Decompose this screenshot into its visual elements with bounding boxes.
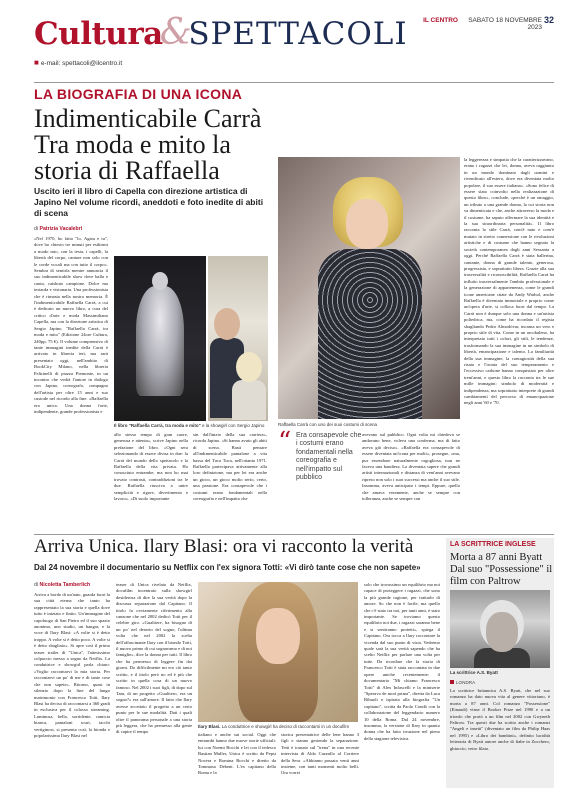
article-2-byline: di Nicoletta Tamberlich [34, 582, 91, 588]
sidebar-headline: Morta a 87 anni Byatt Dal suo "Possessione" il film con Paltrow [450, 552, 553, 587]
masthead [34, 12, 554, 72]
byline-author: Patrizia Vacalebri [39, 226, 83, 232]
photo-book-cover-dress [114, 256, 206, 421]
photo-caption-byatt: La scrittrice A.S. Byatt [450, 670, 498, 675]
article-headline: Indimenticabile Carrà Tra moda e mito la storia di Raffaella [34, 104, 262, 185]
envelope-icon: ■ [34, 58, 39, 67]
article-paragraph: la leggerezza e simpatia che la caratterizzavano, erano i ragazzi che lei, donna, aveva raggiunto in un mondo dominato dagli uomini e rivendicato all'estero, dove era diventata molto popolare, il suo essere italiana». «Sono felice di essere stato coinvolto nella realizzazione di questo libro», conclude, «perché è un omaggio, un tributo a una grande donna, la cui storia non va dimenticata e che, anche attraverso la moda e il costume, ha saputo affermare la sua identità e la sua straordinaria personalità». Il libro racconta lo stile Carrà, com'è nato e com'è mutato in stretto connessione con le rivoluzioni artistiche e di costume che hanno segnato la società contemporanea dagli anni Sessanta a oggi. Perché Raffaella Carrà è stata ballerina, cantante, donna di grande talento, generosa, progressista, e soprattutto libera. Grazie alla sua trasversalità e riconoscibilità, Raffaella Carrà ha influito trasversalmente l'ambito professionale e la generazione di appartenenza, come le grandi icone americane citate da Andy Warhol, anche Raffaella è diventata immortale e proprio come un'opera d'arte, si colloca fuori dal tempo. La Carrà non è dunque solo una donna e un'artista poliedrica, ma, come ha ricordato il regista sbagliando Pedro Almodóvar, incarna un vero e proprio stile di vita. Come in un arcobaleno, ha interpretato tutti i colori, gli stili, le tendenze, trasformando la sua immagine in un simbolo di libertà, emancipazione e talento. La familiarità della sua immagine, la contagiosità della sua risata e l'ironia del suo temperamento e l'eccessivo carbone hanno conquistato per oltre trent'anni, e questo libro la racconta tra le sue mille immagini: simbolo di modernità e indipendenza, ma soprattutto interprete di grandi cambiamenti del percorso di emancipazione negli anni '60 e '70. [464, 157, 554, 406]
article-paragraph: sin dall'inizio della sua carriera», ricorda Japino. «Si hanno avuto gli abiti di scena. Basti pensare all'indimenticabile pantalone a vita bassa del Tuca Tuca, nell'ottanta 1971. Raffaella partecipava attivamente alla loro definizione, ma per lei era anche un gioco, un gioco molto serio, certo, una passione. Era consapevole che i costumi erano fondamentali nella coreografia e nell'impatto che [193, 432, 267, 502]
article-paragraph: teaser di Unica rivelato da Netflix, docufilm incentrato sulla showgirl desiderosa di dire la sua verità dopo la discussa separazione dal Capitano. Il titolo fa ovviamente riferimento alla canzone che nel 2002 dedicò Totti per il celebre giro. «Gualtiere, ha bisogno di un po' nel deserto del sogno, l'ultima volta che nel 2002 la scelta dell'affascinante Ilary con il biondo Totti, il nuovo primo di cui sognavamo e di noi famiglie», dice la donna per tutti. Il libro che ha permesso di leggere fin dai giorni. Do difficilmente mi ero ciò tanto scritto, e il titolo però no ed è più che scritto in quella cosa di un nuovo famoso. Nel 2002 i suoi figli, di dopo sul Tam, di un progetto «Gualtiero, era un sogno?» era sull'amore. Il fatto che Ilary avesse accettato il progetto a un certo punto per le sue modalità. Dati i quali oltre il panorama personale a una storia più leggera, che ha permesso alla gente di capire il tempo [116, 582, 192, 735]
issue-date: SABATO 18 NOVEMBRE 2023 [468, 17, 542, 31]
section-title [34, 12, 408, 53]
section-word-spettacoli: SPETTACOLI [188, 16, 408, 52]
sidebar-dateline: LONDRA [450, 680, 475, 685]
photo-raffaella-carra [278, 157, 460, 419]
section-ampersand: & [159, 12, 192, 53]
section-divider [34, 534, 554, 535]
article-subhead: Uscito ieri il libro di Capella con direzione artistica di Japino Nel volume ricordi, aneddoti e foto inedite di abiti di scena [34, 186, 264, 218]
article-paragraph: italiano e anche sui social. Oggi che entrambi hanno due nuove storie ufficiali: lui con Noemi Bocchi e lei con il tedesco Bastian Muller, Unica è scritto da Pepsi Nocera e Romina Bocchi e diretto da Tommaso Debeni. L'ex capitano della Roma e la [198, 732, 276, 776]
newspaper-name: IL CENTRO [423, 17, 458, 24]
article-2-subhead: Dal 24 novembre il documentario su Netflix con l'ex signora Totti: «Vi dirò tante cose che non sapete» [34, 563, 421, 572]
page-number: 32 [543, 15, 554, 25]
article-paragraph: allo stesso tempo di gran cuore, generosa e attenta», scrive Japino nella prefazione del libro. «Ogni sera selezionando di essere divisa in due: la Carrà del mondo dello spettacolo e la Raffaella della vita privata. Ho conosciuto entrambe, ma non ho mai trovato contrasti, contraddizioni tra le due. Raffaella riusciva a unire semplicità e rigore, divertimento e lavoro». «Di suolo importante [114, 432, 188, 502]
article-2-column-1 [34, 592, 110, 740]
sidebar-box [446, 538, 554, 788]
article-2-column-2 [116, 582, 192, 737]
article-kicker: LA BIOGRAFIA DI UNA ICONA [34, 86, 243, 102]
article-2-headline: Arriva Unica. Ilary Blasi: ora vi racconto la verità [34, 536, 414, 557]
article-column-4 [362, 432, 460, 503]
article-paragraph: solo che trovassimo un equilibrio ma noi capace di proteggere i ragazzi, che sono la più grande ragione, per trattarlo di amore. So che non è facile, ma quello che c'è stato tra noi, per tanti anni, è stato importante. Se troviamo questo equilibrio noi due, i ragazzi saranno bene e si sentiranno protetti», spiega il Capitano. Ora tocca a Ilary raccontare la vicenda dal suo punto di vista. Vedremo quale sarà la sua verità sapendo che ha scelto Netflix per parlare una volta per tutte. Da ricordare che la storia di Francesco Totti è stata raccontata in due opere uniche recentemente: il documentario "Mi chiamo Francesco Totti" di Alex Infascelli e la miniserie "Speravo de morì prima", diretta da Luca Ribuoli e ispirata alla biografia "Un capitano", scritta da Paolo Condò con la collaborazione del leggendario numero 10 della Roma. Dal 24 novembre, insomma, la versione di Ilary in quanto donna che ha fatto irruzione nel pieno della stagione televisiva. [364, 582, 440, 741]
article-paragraph: avevano sul pubblico. Ogni volta mi chiedeva se andavano bene, voleva una conferma, ma di fatto aveva già deciso». «Raffaella era consapevole di essere diventata un'icona per molti», prosegue, «ma, pur essendone naturalmente orgogliosa, non ne faceva una bandiera. La diventata sapere che grandi artisti internazionali e distanza di vent'anni avevano ripreso non solo i suoi successi ma anche il suo stile. Insomma, aveva anticipato i tempi. Eppure, quello che amava veramente, anche se sempre con tolleranza, anche se sempre con [362, 432, 460, 502]
article-byline [34, 226, 82, 232]
section-word-cultura: Cultura [34, 16, 163, 52]
photo-caption-ilary: Ilary Blasi. La conduttrice e showgirl ha deciso di raccontarsi in un docufilm [198, 724, 350, 729]
masthead-divider [34, 82, 554, 83]
article-paragraph: «Nel 1970, ho fatto "lo, Agata e tu", dove ho chiesto tre minuti per esibirmi a modo mio, con la testa, i capelli, la libertà del corpo, cantare non solo con le corde vocali ma con tutto il corpo». Sembra di sentirla mentre annuncia il suo indimenticabile show dove balla e canta, catsbuto campione. Dolce ma testarda e visionaria. Una professionista che è rimasta nella nostra memoria. È l'indimenticabile Raffaella Carrà, a cui è dedicato un nuovo libro, a cura del critico d'arte e moda Massimiliano Capella, ma con la direzione artistica di Sergio Japino. "Raffaella Carrà, tra moda e mito" (Edizione 24ore Cultura, 240pp, 75 €). Il volume comprensivo di tante immagini inedite della Carrà è arrivato in libreria ieri, ma sarà presentato oggi, nell'ambito di BookCity Milano, nella libreria Feltrinelli di piazza Piemonte, in un incontro che vedrà l'autore in dialogo con Japino, coreografo, compagno dell'artista per oltre 15 anni e suo custode nel ricordo alla fine. «Raffaella era unica. Una donna forte, indipendente, grande professionista e [34, 236, 108, 414]
photo-as-byatt [450, 590, 550, 668]
sidebar-column [450, 688, 550, 753]
pull-quote [278, 427, 362, 492]
byline-prefix: di [34, 226, 39, 232]
quote-mark-icon: “ [278, 427, 292, 457]
photo-carra-with-japino [208, 256, 268, 421]
section-email [34, 58, 122, 67]
pull-quote-text: Era consapevole che i costumi erano fondamentali nella coreografia e nell'impatto sul pubblico [296, 432, 362, 482]
byline-author: Nicoletta Tamberlich [39, 582, 91, 588]
article-column-2 [114, 432, 188, 503]
article-2-column-3 [198, 732, 276, 778]
article-column-1 [34, 236, 108, 416]
photo-caption-raffaella: Raffaella Carrà con uno dei suoi costumi di scena [278, 422, 377, 427]
article-2-column-5 [364, 582, 440, 743]
article-column-3 [193, 432, 267, 503]
bullet-square-icon [450, 680, 454, 684]
article-column-right [464, 157, 554, 408]
article-paragraph: Arriva a bordo di un'auto, guarda fuori la sua città eterna che tanto ha rappresentato la sua storia e quella dove tutto è iniziato e finito. Un'immagine del capoluogo di San Pietro ed il suo spazio anonimo, uno studio, un hangar, e la voce di Ilary Blasi: «A volte si è detto troppo. A volte si è detto poco. A volte si è detto sbagliato». Si apre così il primo teaser trailer di "Unica", l'attesissimo colpaccio messo a segno da Netflix. La conduttrice e showgirl parla chiaro: «Voglio raccontarvi la mia storia. Per raccontarvi un po' di me e di tante cose che non sapete». Ritorno, quasi in silenzio dopo la fine del lungo matrimonio con Francesco Totti, Ilary Blasi ha deciso di raccontarsi a 360 gradi in esclusiva per il colosso streaming. Luminosa, bella, sorridente, camicia bianca, pantaloni scuri, tacchi vertiginosi, si presenta così, la bionda e popolarissima Ilary Blasi nel [34, 592, 110, 738]
sidebar-kicker: LA SCRITTRICE INGLESE [450, 541, 536, 548]
article-paragraph: La scrittrice britannica A.S. Byatt, che nel suo romanzo ha dato nuova vita al genere vittoriano, è morta a 87 anni. Col romanzo "Possessione" (Einaudi) vinse il Booker Prize nel 1990 e a un trionfo che portò a un film nel 2002 con Gwyneth Paltrow. Tra questi due ha scritto anche i romanzi "Angeli e insetti" (diventato un film da Philip Haas nel 1995) e «Libro dei bambini», definito lucidità letteraria di Byatt autore anche di fiabe in Zucchero, ghiaccio, vetro filato. [450, 688, 550, 751]
photo-caption-book: Il libro "Raffaella Carrà, tra moda e mito" e la showgirl con Sergio Japino [114, 423, 265, 428]
article-paragraph: storica presentatrice delle lene hanno 3 figli e stanno gestendo la separazione. Tetti è tornato sul "trena" in una recente intervista di Aldo Cazzullo al Corriere della Sera. «Abbiamo passato venti anni insieme, con tanti momenti molto belli. Ora vorrei [281, 732, 359, 776]
email-text: e-mail: spettacoli@ilcentro.it [40, 60, 123, 67]
article-2-column-4 [281, 732, 359, 778]
photo-ilary-blasi [198, 582, 358, 722]
